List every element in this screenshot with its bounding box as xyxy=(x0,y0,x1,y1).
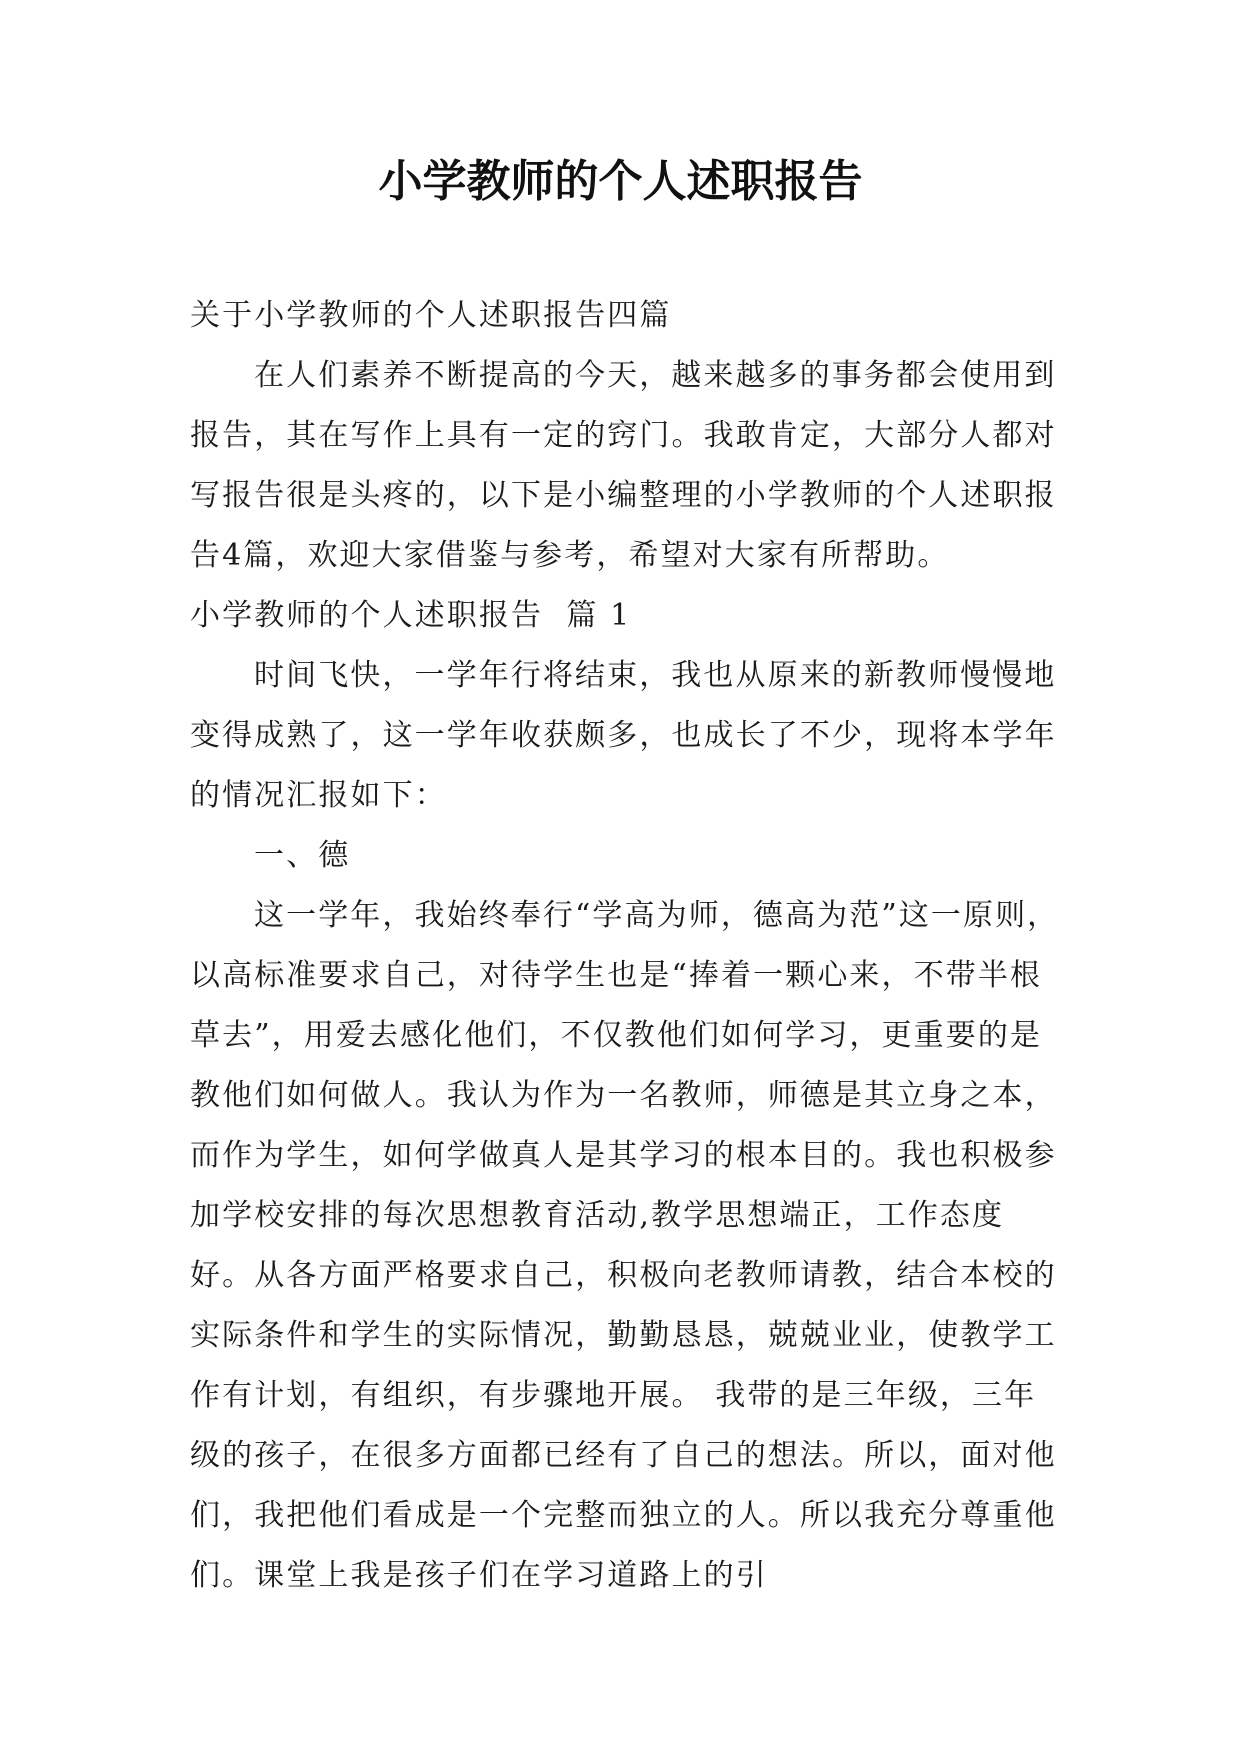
document-body xyxy=(190,286,1060,1606)
document-title: 小学教师的个人述职报告 xyxy=(378,156,863,207)
body-paragraph-2: 这一学年，我始终奉行“学高为师，德高为范”这一原则，以高标准要求自己，对待学生也是“捧着一颗心来，不带半根草去”，用爱去感化他们，不仅教他们如何学习，更重要的是教他们如何做人。我认为作为一名教师，师德是其立身之本，而作为学生，如何学做真人是其学习的根本目的。我也积极参加学校安排的每次思想教育活动,教学思想端正，工作态度好。从各方面严格要求自己，积极向老教师请教，结合本校的实际条件和学生的实际情况，勤勤恳恳，兢兢业业，使教学工作有计划，有组织，有步骤地开展。 我带的是三年级，三年级的孩子，在很多方面都已经有了自己的想法。所以，面对他们，我把他们看成是一个完整而独立的人。所以我充分尊重他们。课堂上我是孩子们在学习道路上的引 xyxy=(190,898,1060,1593)
intro-paragraph: 在人们素养不断提高的今天，越来越多的事务都会使用到报告，其在写作上具有一定的窍门。我敢肯定，大部分人都对写报告很是头疼的，以下是小编整理的小学教师的个人述职报告4篇，欢迎大家借鉴与参考，希望对大家有所帮助。 xyxy=(190,358,1057,573)
body-paragraph-1: 时间飞快，一学年行将结束，我也从原来的新教师慢慢地变得成熟了，这一学年收获颇多，也成长了不少，现将本学年的情况汇报如下： xyxy=(190,658,1057,813)
section-heading: 小学教师的个人述职报告 篇 1 xyxy=(190,598,632,633)
document-subtitle: 关于小学教师的个人述职报告四篇 xyxy=(190,298,672,333)
sub-heading: 一、德 xyxy=(254,838,351,873)
